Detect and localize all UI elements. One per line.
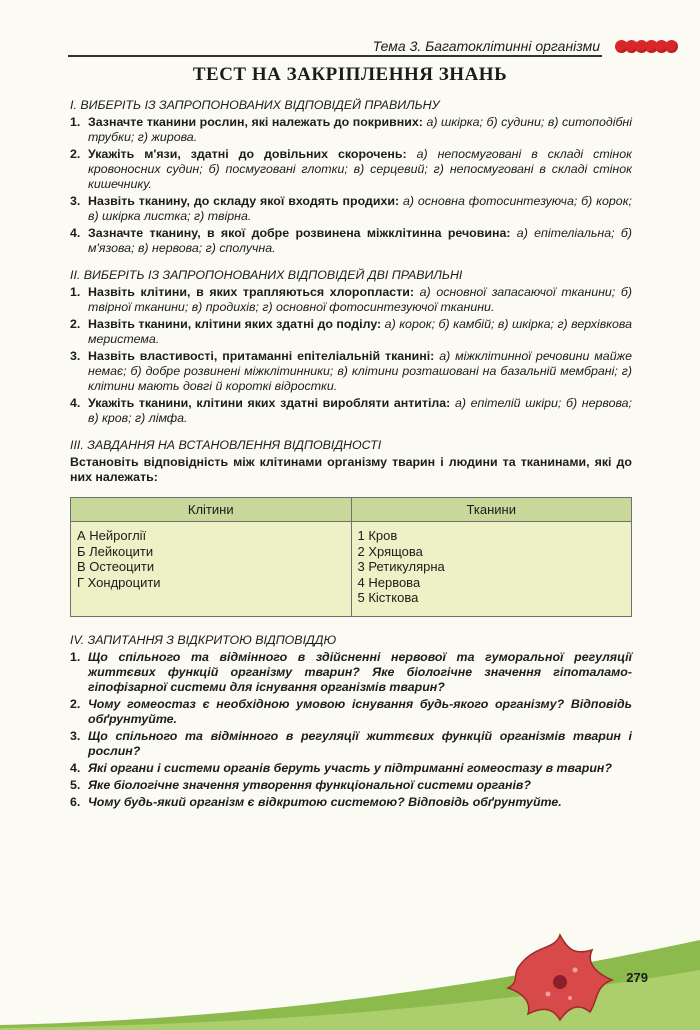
question-text: Чому будь-який організм є відкритою системою? Відповідь обґрунтуйте. [88, 794, 562, 809]
answer-options: а) епітелій шкіри; б) нервова; в) кров; г) лімфа. [88, 396, 632, 425]
s2-question [70, 317, 632, 347]
question-number: 3. [70, 349, 81, 363]
s2-question [70, 396, 632, 426]
tissue-item: 1 Кров [357, 528, 398, 543]
s4-question [70, 778, 632, 793]
question-stem: Назвіть тканини, клітини яких здатні до поділу: [88, 317, 382, 331]
question-stem: Назвіть властивості, притаманні епітеліальній тканині: [88, 349, 435, 363]
tissue-item: 5 Кісткова [357, 590, 419, 605]
answer-options: а) епітеліальна; б) м'язова; в) нервова; г) сполучна. [88, 226, 632, 255]
question-number: 1. [70, 285, 81, 299]
page-title: ТЕСТ НА ЗАКРІПЛЕННЯ ЗНАНЬ [192, 64, 508, 85]
cell-item: В Остеоцити [77, 559, 155, 574]
tissue-item: 3 Ретикулярна [357, 559, 445, 574]
answer-options: а) міжклітинної речовини майже немає; б) добре розвинені міжклітинники; в) клітини розташовані на базальній мембрані; г) клітини мають довгі й короткі відростки. [88, 349, 632, 393]
question-number: 4. [70, 396, 81, 410]
cell-item: Б Лейкоцити [77, 543, 154, 559]
question-text: Яке біологічне значення утворення функціональної системи органів? [88, 777, 531, 792]
col-header-cells: Клітини [71, 498, 352, 522]
s2-question [70, 285, 632, 315]
section-3-heading: III. ЗАВДАННЯ НА ВСТАНОВЛЕННЯ ВІДПОВІДНОСТІ [70, 438, 382, 452]
question-text: Які органи і системи органів беруть участь у підтриманні гомеостазу в тварин? [88, 760, 612, 775]
header-rule [68, 55, 602, 57]
tissue-item: 2 Хрящова [357, 543, 423, 559]
question-number: 3. [70, 194, 81, 208]
question-stem: Укажіть тканини, клітини яких здатні виробляти антитіла: [88, 396, 451, 410]
s1-question [70, 115, 632, 145]
section-4-heading: IV. ЗАПИТАННЯ З ВІДКРИТОЮ ВІДПОВІДДЮ [70, 632, 337, 647]
cells-column [71, 522, 352, 617]
page-number: 279 [626, 970, 648, 985]
section-2-heading: II. ВИБЕРІТЬ ІЗ ЗАПРОПОНОВАНИХ ВІДПОВІДЕЙ ДВІ ПРАВИЛЬНІ [70, 268, 463, 282]
question-text: Що спільного та відмінного в регуляції життєвих функцій організмів тварин і рослин? [88, 728, 632, 758]
topic-title: Тема 3. Багатоклітинні організми [367, 38, 600, 54]
s1-question [70, 194, 632, 224]
question-number: 5. [70, 777, 81, 792]
answer-options: а) непосмуговані в складі стінок кровоносних судин; б) посмуговані глотки; в) серцевий; г) непосмуговані в складі стінок кишечнику. [88, 147, 632, 191]
s4-question [70, 795, 632, 810]
answer-options: а) основної запасаючої тканини; б) твірної тканини; в) продихів; г) основної фотосинтезуючої тканини. [88, 285, 632, 314]
test-content [70, 98, 632, 812]
question-text: Що спільного та відмінного в здійсненні нервової та гуморальної регуляції життєвих функцій організму тварин? Яке біологічне значення гіпоталамо-гіпофізарної системи для існування організмів тварин? [88, 649, 632, 694]
question-stem: Назвіть клітини, в яких трапляються хлоропласти: [88, 285, 415, 299]
s1-question [70, 147, 632, 192]
question-number: 1. [70, 649, 81, 664]
decorative-green-band [0, 920, 700, 1030]
question-number: 4. [70, 226, 81, 240]
tissue-item: 4 Нервова [357, 574, 421, 590]
answer-options: а) основна фотосинтезуюча; б) корок; в) шкірка листка; г) твірна. [88, 194, 632, 223]
question-number: 6. [70, 794, 81, 809]
cell-item: Г Хондроцити [77, 574, 161, 590]
tissues-column [351, 522, 632, 617]
question-stem: Укажіть м'язи, здатні до довільних скорочень: [88, 147, 407, 161]
question-number: 3. [70, 728, 81, 743]
answer-options: а) шкірка; б) судини; в) ситоподібні трубки; г) жирова. [88, 115, 632, 144]
question-number: 4. [70, 760, 81, 775]
decorative-dots-icon [618, 40, 678, 53]
s4-question [70, 729, 632, 759]
answer-options: а) корок; б) камбій; в) шкірка; г) верхівкова меристема. [88, 317, 632, 346]
s2-question [70, 349, 632, 394]
running-header [68, 38, 680, 60]
cell-item: А Нейроглії [77, 528, 147, 543]
question-text: Чому гомеостаз є необхідною умовою існування будь-якого організму? Відповідь обґрунтуйте. [88, 696, 632, 726]
question-stem: Зазначте тканини рослин, які належать до покривних: [88, 115, 423, 129]
question-number: 2. [70, 696, 81, 711]
question-number: 2. [70, 317, 81, 331]
question-number: 2. [70, 147, 81, 161]
s4-question [70, 761, 632, 776]
col-header-tissues: Тканини [351, 498, 632, 522]
section-1-heading: I. ВИБЕРІТЬ ІЗ ЗАПРОПОНОВАНИХ ВІДПОВІДЕЙ ПРАВИЛЬНУ [70, 98, 440, 112]
s4-question [70, 650, 632, 695]
question-stem: Зазначте тканину, в якої добре розвинена міжклітинна речовина: [88, 226, 511, 240]
question-stem: Назвіть тканину, до складу якої входять продихи: [88, 194, 400, 208]
question-number: 1. [70, 115, 81, 129]
matching-instruction: Встановіть відповідність між клітинами організму тварин і людини та тканинами, які до них належать: [70, 455, 632, 484]
matching-table [70, 497, 632, 617]
s4-question [70, 697, 632, 727]
s1-question [70, 226, 632, 256]
